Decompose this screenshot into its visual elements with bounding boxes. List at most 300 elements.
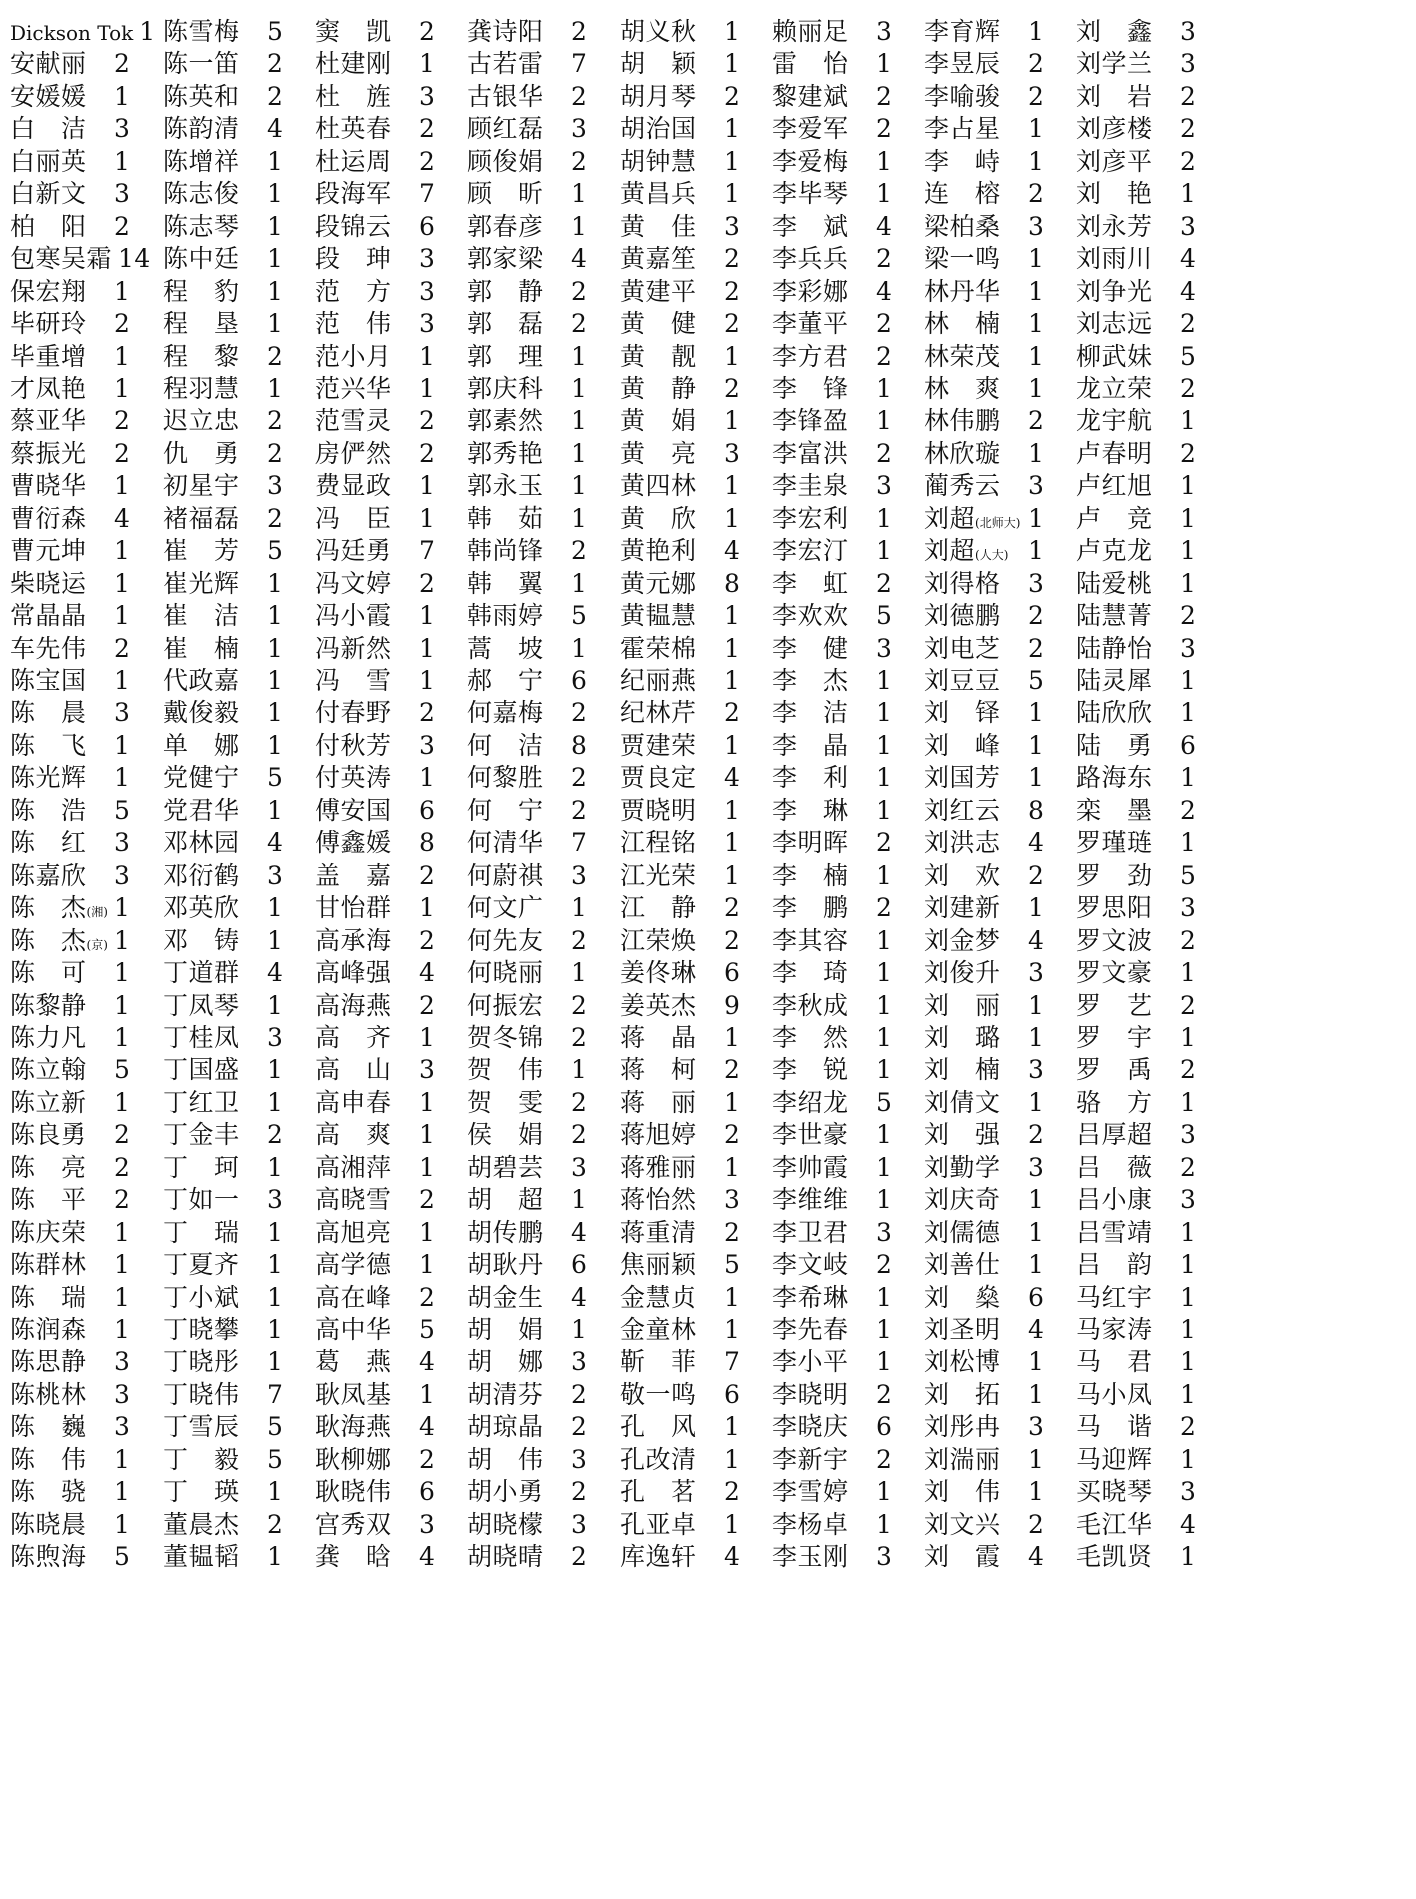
entry-count: 4 bbox=[724, 536, 741, 566]
entry-name: 刘 鑫 bbox=[1076, 17, 1153, 46]
entry-count: 1 bbox=[1028, 990, 1045, 1020]
entry-count: 2 bbox=[419, 1444, 436, 1474]
entry-count: 1 bbox=[724, 730, 741, 760]
entry-count: 2 bbox=[1180, 1152, 1197, 1182]
entry-name: 蒋 丽 bbox=[620, 1087, 697, 1117]
entry-name: 李毕琴 bbox=[772, 179, 849, 209]
entry-name: 姜英杰 bbox=[620, 990, 697, 1020]
entry-name: 吕雪靖 bbox=[1076, 1217, 1153, 1247]
entry-count: 5 bbox=[114, 795, 131, 825]
entry-count: 1 bbox=[267, 1055, 284, 1085]
entry-count: 1 bbox=[571, 406, 588, 436]
entry-count: 3 bbox=[267, 1185, 284, 1215]
entry-count: 2 bbox=[419, 17, 436, 46]
entry-name: 顾 昕 bbox=[467, 179, 544, 209]
entry-name: 蒋怡然 bbox=[620, 1185, 697, 1215]
entry-count: 3 bbox=[1028, 958, 1045, 988]
entry-name: 陈力凡 bbox=[10, 1022, 87, 1052]
entry-count: 2 bbox=[1180, 438, 1197, 468]
entry-name: 胡清芬 bbox=[467, 1379, 544, 1409]
entry-count: 1 bbox=[1028, 1250, 1045, 1280]
entry-name: 丁晓伟 bbox=[163, 1379, 240, 1409]
entry-name: 李欢欢 bbox=[772, 601, 849, 631]
entry-name: 黄 欣 bbox=[620, 503, 697, 533]
entry-name: 程 黎 bbox=[163, 341, 240, 371]
entry-count: 1 bbox=[571, 341, 588, 371]
entry-name: 邓英欣 bbox=[163, 893, 240, 923]
entry-count: 2 bbox=[419, 698, 436, 728]
entry-name: 蔡振光 bbox=[10, 438, 87, 468]
entry-name: 韩尚锋 bbox=[467, 536, 544, 566]
entry-count: 2 bbox=[876, 893, 893, 923]
entry-name: 胡传鹏 bbox=[467, 1217, 544, 1247]
entry-count: 1 bbox=[267, 1477, 284, 1507]
entry-name: 李维维 bbox=[772, 1185, 849, 1215]
entry-count: 6 bbox=[419, 795, 436, 825]
entry-name: 陈一笛 bbox=[163, 49, 240, 79]
entry-count: 3 bbox=[1028, 1152, 1045, 1182]
entry-count: 1 bbox=[876, 795, 893, 825]
entry-count: 1 bbox=[1028, 1379, 1045, 1409]
entry-name: 刘永芳 bbox=[1076, 211, 1153, 241]
entry-name: 敬一鸣 bbox=[620, 1379, 697, 1409]
entry-count: 3 bbox=[419, 81, 436, 111]
entry-count: 1 bbox=[1028, 114, 1045, 144]
entry-name: 毛凯贤 bbox=[1076, 1542, 1153, 1572]
entry-name: 刘庆奇 bbox=[924, 1185, 1001, 1215]
entry-count: 2 bbox=[114, 1152, 131, 1182]
entry-count: 2 bbox=[1028, 179, 1045, 209]
entry-count: 1 bbox=[267, 1542, 284, 1572]
entry-count: 2 bbox=[267, 81, 284, 111]
entry-name: 何先友 bbox=[467, 925, 544, 955]
entry-name: 黎建斌 bbox=[772, 81, 849, 111]
entry-name: 古银华 bbox=[467, 81, 544, 111]
entry-count: 1 bbox=[419, 1217, 436, 1247]
entry-name: 靳 菲 bbox=[620, 1347, 697, 1377]
entry-name: 陈 平 bbox=[10, 1185, 87, 1215]
entry-name: 郭秀艳 bbox=[467, 438, 544, 468]
entry-count: 4 bbox=[571, 1217, 588, 1247]
entry-count: 2 bbox=[419, 925, 436, 955]
entry-count: 2 bbox=[1028, 601, 1045, 631]
entry-count: 2 bbox=[571, 1022, 588, 1052]
entry-name: 丁雪辰 bbox=[163, 1412, 240, 1442]
entry-count: 4 bbox=[267, 828, 284, 858]
entry-count: 7 bbox=[724, 1347, 741, 1377]
entry-name: 丁桂凤 bbox=[163, 1022, 240, 1052]
entry-count: 1 bbox=[114, 1217, 131, 1247]
entry-count: 1 bbox=[1028, 17, 1045, 46]
entry-name: 邓衍鹤 bbox=[163, 860, 240, 890]
entry-count: 8 bbox=[724, 568, 741, 598]
entry-name: 李雪婷 bbox=[772, 1477, 849, 1507]
entry-name: 陈 伟 bbox=[10, 1444, 87, 1474]
entry-count: 4 bbox=[419, 958, 436, 988]
entry-count: 2 bbox=[571, 536, 588, 566]
entry-name: 崔 洁 bbox=[163, 601, 240, 631]
entry-name: 陈 浩 bbox=[10, 795, 87, 825]
entry-name: 刘金梦 bbox=[924, 925, 1001, 955]
entry-name: 戴俊毅 bbox=[163, 698, 240, 728]
entry-name: 古若雷 bbox=[467, 49, 544, 79]
entry-name: 林 楠 bbox=[924, 309, 1001, 339]
entry-name: 代政嘉 bbox=[163, 666, 240, 695]
entry-count: 3 bbox=[114, 1379, 131, 1409]
entry-name: 陈嘉欣 bbox=[10, 860, 87, 890]
entry-name: 胡琼晶 bbox=[467, 1412, 544, 1442]
name-entry bbox=[163, 1538, 283, 1576]
entry-name: 陆爱桃 bbox=[1076, 568, 1153, 598]
entry-count: 2 bbox=[876, 438, 893, 468]
entry-name: 罗文豪 bbox=[1076, 958, 1153, 988]
entry-count: 2 bbox=[1028, 1509, 1045, 1539]
entry-count: 3 bbox=[419, 1509, 436, 1539]
entry-count: 1 bbox=[876, 860, 893, 890]
entry-name: 丁晓彤 bbox=[163, 1347, 240, 1377]
entry-count: 5 bbox=[114, 1542, 131, 1572]
entry-count: 3 bbox=[876, 1217, 893, 1247]
entry-name: 丁国盛 bbox=[163, 1055, 240, 1085]
entry-count: 2 bbox=[876, 114, 893, 144]
name-entry bbox=[620, 1538, 740, 1576]
entry-count: 2 bbox=[571, 17, 588, 46]
entry-count: 1 bbox=[724, 828, 741, 858]
entry-count: 4 bbox=[1028, 925, 1045, 955]
entry-count: 5 bbox=[267, 17, 284, 46]
entry-count: 1 bbox=[1180, 1217, 1197, 1247]
entry-count: 1 bbox=[114, 601, 131, 631]
entry-name: 白丽英 bbox=[10, 146, 87, 176]
entry-count: 1 bbox=[876, 1347, 893, 1377]
entry-name: 江 静 bbox=[620, 893, 697, 923]
entry-count: 4 bbox=[419, 1542, 436, 1572]
entry-count: 2 bbox=[724, 244, 741, 274]
entry-count: 8 bbox=[419, 828, 436, 858]
entry-count: 3 bbox=[419, 244, 436, 274]
entry-name: 白 洁 bbox=[10, 114, 87, 144]
entry-count: 2 bbox=[419, 114, 436, 144]
entry-name: 林荣茂 bbox=[924, 341, 1001, 371]
entry-name: 车先伟 bbox=[10, 633, 87, 663]
entry-name: 刘文兴 bbox=[924, 1509, 1001, 1539]
entry-name: 刘儒德 bbox=[924, 1217, 1001, 1247]
entry-count: 9 bbox=[724, 990, 741, 1020]
entry-count: 2 bbox=[1180, 1055, 1197, 1085]
entry-name: 何文广 bbox=[467, 893, 544, 923]
entry-count: 2 bbox=[1180, 81, 1197, 111]
entry-count: 1 bbox=[724, 471, 741, 501]
entry-name: 罗 禹 bbox=[1076, 1055, 1153, 1085]
entry-name: 刘松博 bbox=[924, 1347, 1001, 1377]
entry-name: 刘 艳 bbox=[1076, 179, 1153, 209]
entry-count: 2 bbox=[1180, 309, 1197, 339]
entry-name: 蔺秀云 bbox=[924, 471, 1001, 501]
entry-name: 段海军 bbox=[315, 179, 392, 209]
entry-name: 高申春 bbox=[315, 1087, 392, 1117]
entry-count: 2 bbox=[876, 1250, 893, 1280]
entry-count: 3 bbox=[1028, 471, 1045, 501]
entry-name: 刘 燊 bbox=[924, 1282, 1001, 1312]
entry-name: 蔡亚华 bbox=[10, 406, 87, 436]
entry-name: 郭春彦 bbox=[467, 211, 544, 241]
entry-name: 陈立新 bbox=[10, 1087, 87, 1117]
entry-name: 刘彤冉 bbox=[924, 1412, 1001, 1442]
entry-count: 7 bbox=[571, 828, 588, 858]
entry-name: 林伟鹏 bbox=[924, 406, 1001, 436]
entry-name: 胡 伟 bbox=[467, 1444, 544, 1474]
entry-count: 4 bbox=[1180, 244, 1197, 274]
entry-count: 5 bbox=[1180, 860, 1197, 890]
entry-name: 黄韫慧 bbox=[620, 601, 697, 631]
entry-name: 侯 娟 bbox=[467, 1120, 544, 1150]
entry-name: 梁柏桑 bbox=[924, 211, 1001, 241]
entry-count: 1 bbox=[876, 146, 893, 176]
entry-count: 1 bbox=[571, 438, 588, 468]
entry-count: 1 bbox=[114, 276, 131, 306]
entry-count: 3 bbox=[267, 860, 284, 890]
entry-name: 李昱辰 bbox=[924, 49, 1001, 79]
entry-name: 丁 瑞 bbox=[163, 1217, 240, 1247]
entry-count: 2 bbox=[876, 309, 893, 339]
entry-name: 刘 铎 bbox=[924, 698, 1001, 728]
entry-count: 1 bbox=[1180, 1087, 1197, 1117]
entry-name: 霍荣棉 bbox=[620, 633, 697, 663]
entry-count: 1 bbox=[571, 1315, 588, 1344]
entry-name: 胡 娟 bbox=[467, 1315, 544, 1344]
entry-count: 1 bbox=[1028, 730, 1045, 760]
entry-count: 3 bbox=[571, 1509, 588, 1539]
entry-name: 刘彦楼 bbox=[1076, 114, 1153, 144]
entry-name: 黄 健 bbox=[620, 309, 697, 339]
entry-count: 1 bbox=[114, 1250, 131, 1280]
entry-count: 1 bbox=[724, 1509, 741, 1539]
entry-name: 黄 佳 bbox=[620, 211, 697, 241]
entry-name: 崔 楠 bbox=[163, 633, 240, 663]
entry-name: 陈 杰(湘) bbox=[10, 893, 108, 923]
entry-count: 2 bbox=[571, 925, 588, 955]
entry-count: 2 bbox=[876, 341, 893, 371]
entry-count: 3 bbox=[114, 179, 131, 209]
entry-count: 2 bbox=[571, 1542, 588, 1572]
entry-name: 龚 晗 bbox=[315, 1542, 392, 1572]
entry-name: 董晨杰 bbox=[163, 1509, 240, 1539]
entry-count: 3 bbox=[1028, 211, 1045, 241]
entry-count: 2 bbox=[419, 568, 436, 598]
entry-count: 2 bbox=[571, 1087, 588, 1117]
entry-name: 江程铭 bbox=[620, 828, 697, 858]
entry-count: 1 bbox=[724, 1152, 741, 1182]
entry-count: 2 bbox=[419, 146, 436, 176]
entry-name: 丁凤琴 bbox=[163, 990, 240, 1020]
entry-name: 黄 静 bbox=[620, 373, 697, 403]
entry-name: 陈宝国 bbox=[10, 666, 87, 695]
entry-name: 丁 瑛 bbox=[163, 1477, 240, 1507]
entry-name: 李锋盈 bbox=[772, 406, 849, 436]
entry-count: 1 bbox=[571, 503, 588, 533]
entry-name: 范雪灵 bbox=[315, 406, 392, 436]
entry-name: 李晓明 bbox=[772, 1379, 849, 1409]
entry-name: 冯廷勇 bbox=[315, 536, 392, 566]
entry-count: 2 bbox=[571, 698, 588, 728]
entry-count: 1 bbox=[724, 1282, 741, 1312]
entry-count: 2 bbox=[571, 1477, 588, 1507]
entry-count: 1 bbox=[571, 211, 588, 241]
entry-name: 耿海燕 bbox=[315, 1412, 392, 1442]
entry-count: 1 bbox=[1180, 503, 1197, 533]
entry-name: 李 健 bbox=[772, 633, 849, 663]
entry-count: 1 bbox=[267, 146, 284, 176]
entry-count: 2 bbox=[571, 146, 588, 176]
entry-name: 陈黎静 bbox=[10, 990, 87, 1020]
entry-name: 刘得格 bbox=[924, 568, 1001, 598]
entry-count: 2 bbox=[1028, 633, 1045, 663]
entry-count: 1 bbox=[114, 471, 131, 501]
entry-name: 褚福磊 bbox=[163, 503, 240, 533]
entry-name: 刘善仕 bbox=[924, 1250, 1001, 1280]
entry-count: 1 bbox=[876, 406, 893, 436]
entry-count: 1 bbox=[139, 17, 156, 46]
entry-name: 李喻骏 bbox=[924, 81, 1001, 111]
entry-count: 1 bbox=[724, 146, 741, 176]
entry-count: 3 bbox=[1180, 17, 1197, 46]
entry-name: 陈 骁 bbox=[10, 1477, 87, 1507]
entry-count: 2 bbox=[1180, 925, 1197, 955]
entry-count: 2 bbox=[1028, 81, 1045, 111]
entry-name: 高海燕 bbox=[315, 990, 392, 1020]
entry-count: 1 bbox=[419, 1120, 436, 1150]
entry-name: 赖丽足 bbox=[772, 17, 849, 46]
entry-count: 3 bbox=[1180, 211, 1197, 241]
entry-count: 3 bbox=[1180, 49, 1197, 79]
entry-name: 丁小斌 bbox=[163, 1282, 240, 1312]
entry-count: 2 bbox=[114, 49, 131, 79]
entry-name: 刘超(人大) bbox=[924, 536, 1009, 566]
entry-name: 刘 欢 bbox=[924, 860, 1001, 890]
entry-count: 4 bbox=[876, 211, 893, 241]
entry-count: 3 bbox=[1180, 633, 1197, 663]
entry-name: 刘勤学 bbox=[924, 1152, 1001, 1182]
entry-count: 1 bbox=[114, 1477, 131, 1507]
entry-name: 黄 靓 bbox=[620, 341, 697, 371]
entry-name: 何 宁 bbox=[467, 795, 544, 825]
entry-count: 1 bbox=[267, 1217, 284, 1247]
entry-name: 柳武妹 bbox=[1076, 341, 1153, 371]
entry-name: 罗思阳 bbox=[1076, 893, 1153, 923]
entry-count: 2 bbox=[724, 373, 741, 403]
entry-count: 2 bbox=[419, 1185, 436, 1215]
entry-name: 陈 红 bbox=[10, 828, 87, 858]
entry-name: 郭素然 bbox=[467, 406, 544, 436]
entry-name: 刘雨川 bbox=[1076, 244, 1153, 274]
entry-name: 段 珅 bbox=[315, 244, 392, 274]
name-entry bbox=[10, 1538, 130, 1576]
entry-name: 毕重增 bbox=[10, 341, 87, 371]
entry-count: 1 bbox=[876, 698, 893, 728]
entry-name: 范兴华 bbox=[315, 373, 392, 403]
entry-name: 李宏汀 bbox=[772, 536, 849, 566]
entry-count: 1 bbox=[419, 471, 436, 501]
entry-name: 罗文波 bbox=[1076, 925, 1153, 955]
entry-name: 蒋旭婷 bbox=[620, 1120, 697, 1150]
entry-name: 李明晖 bbox=[772, 828, 849, 858]
entry-count: 2 bbox=[571, 1120, 588, 1150]
entry-name: 高 齐 bbox=[315, 1022, 392, 1052]
entry-name: 刘圣明 bbox=[924, 1315, 1001, 1344]
entry-count: 2 bbox=[1028, 1120, 1045, 1150]
entry-count: 4 bbox=[1180, 276, 1197, 306]
entry-count: 1 bbox=[267, 373, 284, 403]
entry-count: 1 bbox=[571, 568, 588, 598]
entry-name: 丁金丰 bbox=[163, 1120, 240, 1150]
entry-name: 李圭泉 bbox=[772, 471, 849, 501]
name-entry bbox=[1076, 1538, 1196, 1576]
entry-count: 1 bbox=[267, 990, 284, 1020]
entry-name: 李 斌 bbox=[772, 211, 849, 241]
entry-count: 1 bbox=[114, 341, 131, 371]
entry-count: 3 bbox=[114, 828, 131, 858]
entry-count: 2 bbox=[1180, 795, 1197, 825]
entry-count: 6 bbox=[724, 958, 741, 988]
entry-name: 陈立翰 bbox=[10, 1055, 87, 1085]
entry-name: 韩 翼 bbox=[467, 568, 544, 598]
entry-count: 5 bbox=[267, 1412, 284, 1442]
entry-count: 4 bbox=[571, 244, 588, 274]
entry-name: 贾晓明 bbox=[620, 795, 697, 825]
entry-count: 1 bbox=[876, 1022, 893, 1052]
entry-count: 1 bbox=[419, 763, 436, 793]
entry-count: 3 bbox=[876, 633, 893, 663]
entry-count: 1 bbox=[876, 1315, 893, 1344]
entry-name: 李先春 bbox=[772, 1315, 849, 1344]
entry-count: 3 bbox=[571, 860, 588, 890]
entry-name: 陈中廷 bbox=[163, 244, 240, 274]
entry-name: 路海东 bbox=[1076, 763, 1153, 793]
entry-name: 马红宇 bbox=[1076, 1282, 1153, 1312]
entry-name: 黄昌兵 bbox=[620, 179, 697, 209]
entry-count: 1 bbox=[571, 633, 588, 663]
entry-name: 陈英和 bbox=[163, 81, 240, 111]
entry-count: 2 bbox=[724, 276, 741, 306]
entry-count: 8 bbox=[1028, 795, 1045, 825]
entry-count: 5 bbox=[724, 1250, 741, 1280]
name-entry bbox=[467, 1538, 587, 1576]
entry-name: 陈 晨 bbox=[10, 698, 87, 728]
entry-name: 李 琦 bbox=[772, 958, 849, 988]
entry-count: 3 bbox=[571, 1347, 588, 1377]
entry-name: 李爱梅 bbox=[772, 146, 849, 176]
entry-count: 5 bbox=[267, 1444, 284, 1474]
entry-name: 胡钟慧 bbox=[620, 146, 697, 176]
entry-count: 2 bbox=[571, 276, 588, 306]
entry-name: 丁 毅 bbox=[163, 1444, 240, 1474]
entry-count: 2 bbox=[267, 438, 284, 468]
entry-count: 6 bbox=[419, 211, 436, 241]
entry-count: 2 bbox=[419, 990, 436, 1020]
entry-count: 2 bbox=[724, 81, 741, 111]
entry-name: 孔 茗 bbox=[620, 1477, 697, 1507]
entry-name: 冯文婷 bbox=[315, 568, 392, 598]
entry-name: 李 锐 bbox=[772, 1055, 849, 1085]
entry-name: 刘志远 bbox=[1076, 309, 1153, 339]
entry-count: 2 bbox=[267, 406, 284, 436]
entry-count: 1 bbox=[267, 1282, 284, 1312]
entry-count: 3 bbox=[1180, 1120, 1197, 1150]
entry-count: 2 bbox=[114, 309, 131, 339]
entry-count: 1 bbox=[876, 1120, 893, 1150]
entry-count: 1 bbox=[724, 114, 741, 144]
entry-count: 3 bbox=[1180, 1477, 1197, 1507]
